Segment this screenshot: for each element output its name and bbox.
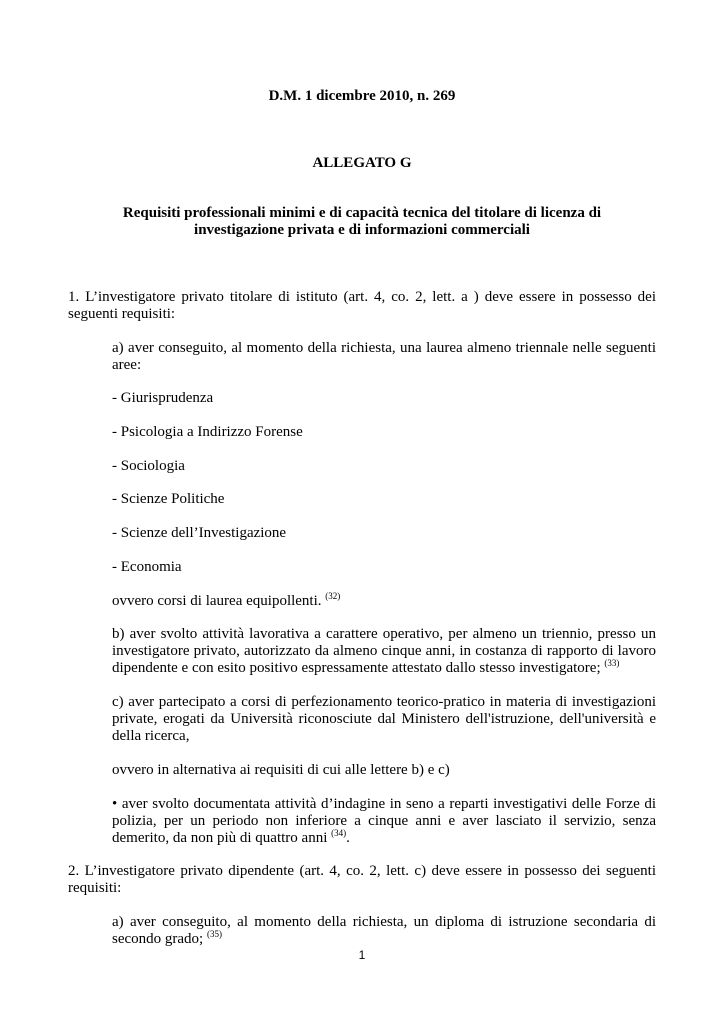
footnote-ref-32: (32) (325, 591, 341, 601)
requirement-a: a) aver conseguito, al momento della richiesta, una laurea almeno triennale nelle seguenti aree: (112, 340, 656, 373)
footnote-ref-33: (33) (604, 658, 620, 668)
annex-title: ALLEGATO G (312, 155, 412, 171)
area-item: - Scienze dell’Investigazione (112, 525, 287, 541)
police-experience-item (112, 796, 656, 847)
area-item: - Scienze Politiche (112, 491, 225, 507)
requirement-c: c) aver partecipato a corsi di perfezionamento teorico-pratico in materia di investigazioni private, erogati da Università riconosciute dal Ministero dell'istruzione, dell'università e della ricerca, (112, 694, 656, 744)
equivalent-courses (112, 593, 656, 610)
police-experience-text: • aver svolto documentata attività d’indagine in seno a reparti investigativi delle Forze di polizia, per un periodo non inferiore a cinque anni e aver lasciato il servizio, senza demerito, da non più di quattro anni (112, 796, 656, 846)
section1-intro: 1. L’investigatore privato titolare di istituto (art. 4, co. 2, lett. a ) deve essere in possesso dei seguenti requisiti: (68, 289, 656, 322)
area-item: - Giurisprudenza (112, 390, 214, 406)
alternative-note: ovvero in alternativa ai requisiti di cui alle lettere b) e c) (112, 762, 450, 778)
section2-requirement-a-text: a) aver conseguito, al momento della richiesta, un diploma di istruzione secondaria di secondo grado; (112, 914, 656, 947)
decree-title: D.M. 1 dicembre 2010, n. 269 (268, 88, 456, 104)
area-item: - Sociologia (112, 458, 185, 474)
area-item: - Economia (112, 559, 182, 575)
footnote-ref-35: (35) (206, 929, 222, 939)
equivalent-courses-text: ovvero corsi di laurea equipollenti. (112, 593, 322, 609)
sentence-end: . (346, 830, 350, 846)
section2-intro: 2. L’investigatore privato dipendente (art. 4, co. 2, lett. c) deve essere in possesso dei seguenti requisiti: (68, 863, 656, 896)
footnote-ref-34: (34) (331, 828, 347, 838)
document-subject: Requisiti professionali minimi e di capacità tecnica del titolare di licenza di investigazione privata e di informazioni commerciali (122, 205, 602, 238)
page-number: 1 (358, 948, 366, 962)
requirement-b-text: b) aver svolto attività lavorativa a carattere operativo, per almeno un triennio, presso un investigatore privato, autorizzato da almeno cinque anni, in costanza di rapporto di lavoro dipendente e con esito positivo espressamente attestato dallo stesso investigatore; (112, 626, 656, 676)
section2-requirement-a (112, 914, 656, 948)
area-item: - Psicologia a Indirizzo Forense (112, 424, 303, 440)
requirement-b (112, 626, 656, 677)
